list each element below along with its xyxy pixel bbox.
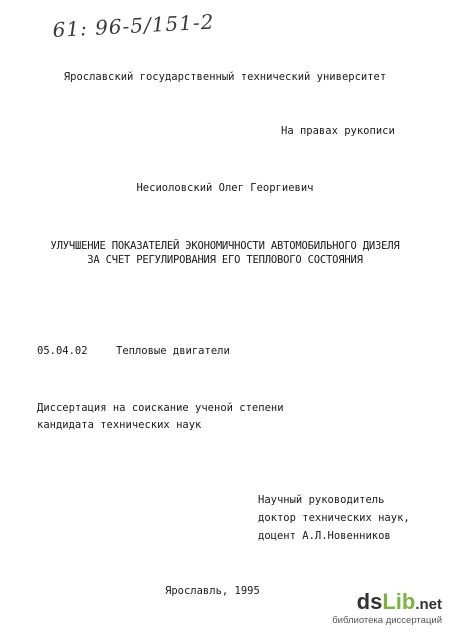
supervisor-label: Научный руководитель [258,494,385,506]
manuscript-rights-label: На правах рукописи [281,125,395,137]
archive-handwritten-mark: 61: 96-5/151-2 [52,9,215,42]
university-name: Ярославский государственный технический университет [63,71,387,83]
dslib-watermark[interactable] [324,590,442,630]
dslib-logo [357,590,442,617]
watermark-subtitle: библиотека диссертаций [332,615,442,626]
supervisor-name: доцент А.Л.Новенников [258,530,391,542]
logo-ds: ds [356,589,383,614]
supervisor-degree: доктор технических наук, [258,512,410,524]
dissertation-title-line1: УЛУЧШЕНИЕ ПОКАЗАТЕЛЕЙ ЭКОНОМИЧНОСТИ АВТОМОБИЛЬНОГО ДИЗЕЛЯ [50,240,400,252]
city-year: Ярославль, 1995 [165,585,260,597]
dissertation-title-line2: ЗА СЧЕТ РЕГУЛИРОВАНИЯ ЕГО ТЕПЛОВОГО СОСТОЯНИЯ [87,254,363,266]
degree-statement-line2: кандидата технических наук [37,419,202,431]
logo-net: .net [415,596,442,613]
degree-statement-line1: Диссертация на соискание ученой степени [37,402,284,414]
specialty-code: 05.04.02 [37,345,88,357]
logo-lib: Lib [382,589,416,614]
specialty-name: Тепловые двигатели [116,345,230,357]
author-name: Несиоловский Олег Георгиевич [136,182,314,194]
